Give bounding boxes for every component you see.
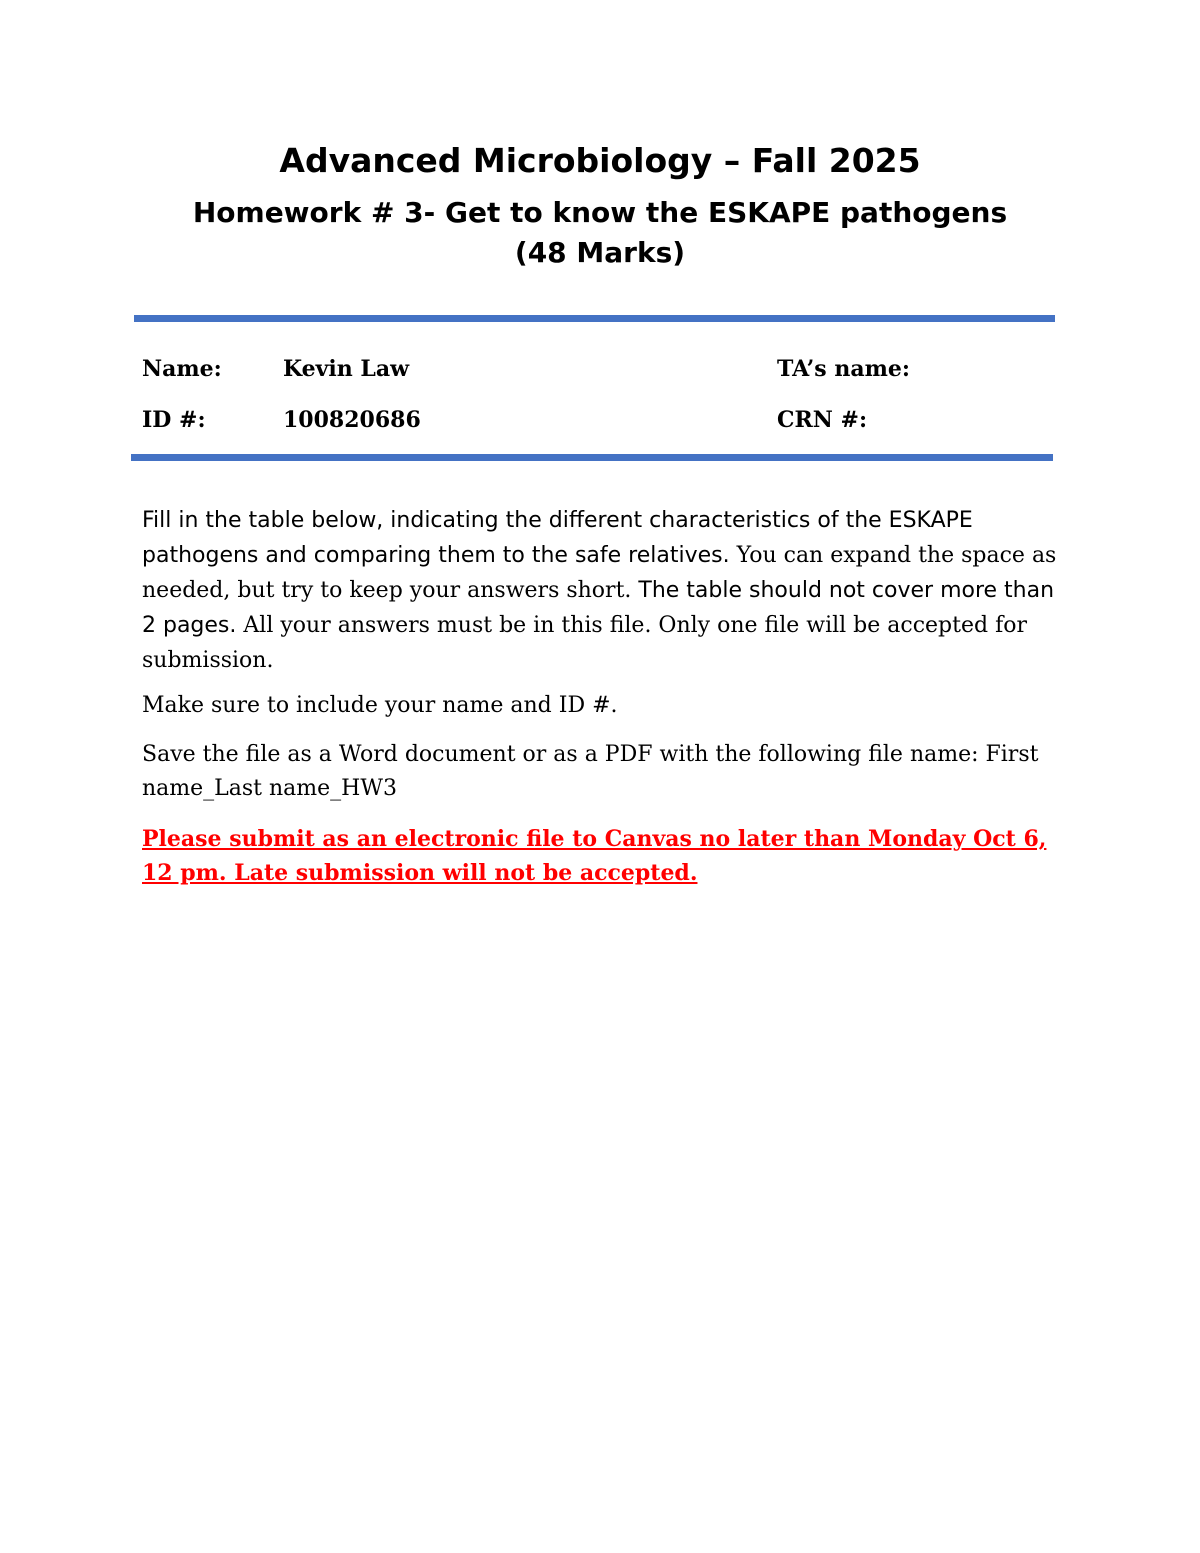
subtitle-line-2: (48 Marks)	[514, 236, 686, 269]
document-subtitle	[0, 193, 1200, 273]
document-title: Advanced Microbiology – Fall 2025	[279, 141, 921, 180]
file-name-paragraph: Save the file as a Word document or as a PDF with the following file name: First name_Last name_HW3	[142, 742, 1039, 801]
deadline-notice: Please submit as an electronic file to Canvas no later than Monday Oct 6, 12 pm. Late submission will not be accepted.	[142, 826, 1047, 886]
instructions-paragraph	[142, 503, 1062, 678]
instructions-text-c: The table should not cover more than 2 pages.	[142, 578, 1055, 638]
id-value: 100820686	[283, 407, 421, 433]
header-bottom-rule	[131, 454, 1053, 461]
name-label: Name:	[142, 356, 222, 382]
instructions-text-a: Fill in the table below, indicating the different characteristics of the ESKAPE pathogens and comparing them to the safe relatives.	[142, 508, 973, 568]
instructions-text-b: You can expand the space as needed, but try to keep your answers short.	[142, 543, 1057, 603]
include-name-paragraph: Make sure to include your name and ID #.	[142, 693, 618, 718]
id-label: ID #:	[142, 407, 206, 433]
ta-name-label: TA’s name:	[777, 356, 910, 382]
subtitle-line-1: Homework # 3- Get to know the ESKAPE pathogens	[192, 196, 1008, 229]
instructions-text-d: All your answers must be in this file. Only one file will be accepted for submission.	[142, 613, 1027, 673]
header-top-rule	[134, 315, 1055, 322]
name-value: Kevin Law	[283, 356, 410, 382]
crn-label: CRN #:	[777, 407, 868, 433]
